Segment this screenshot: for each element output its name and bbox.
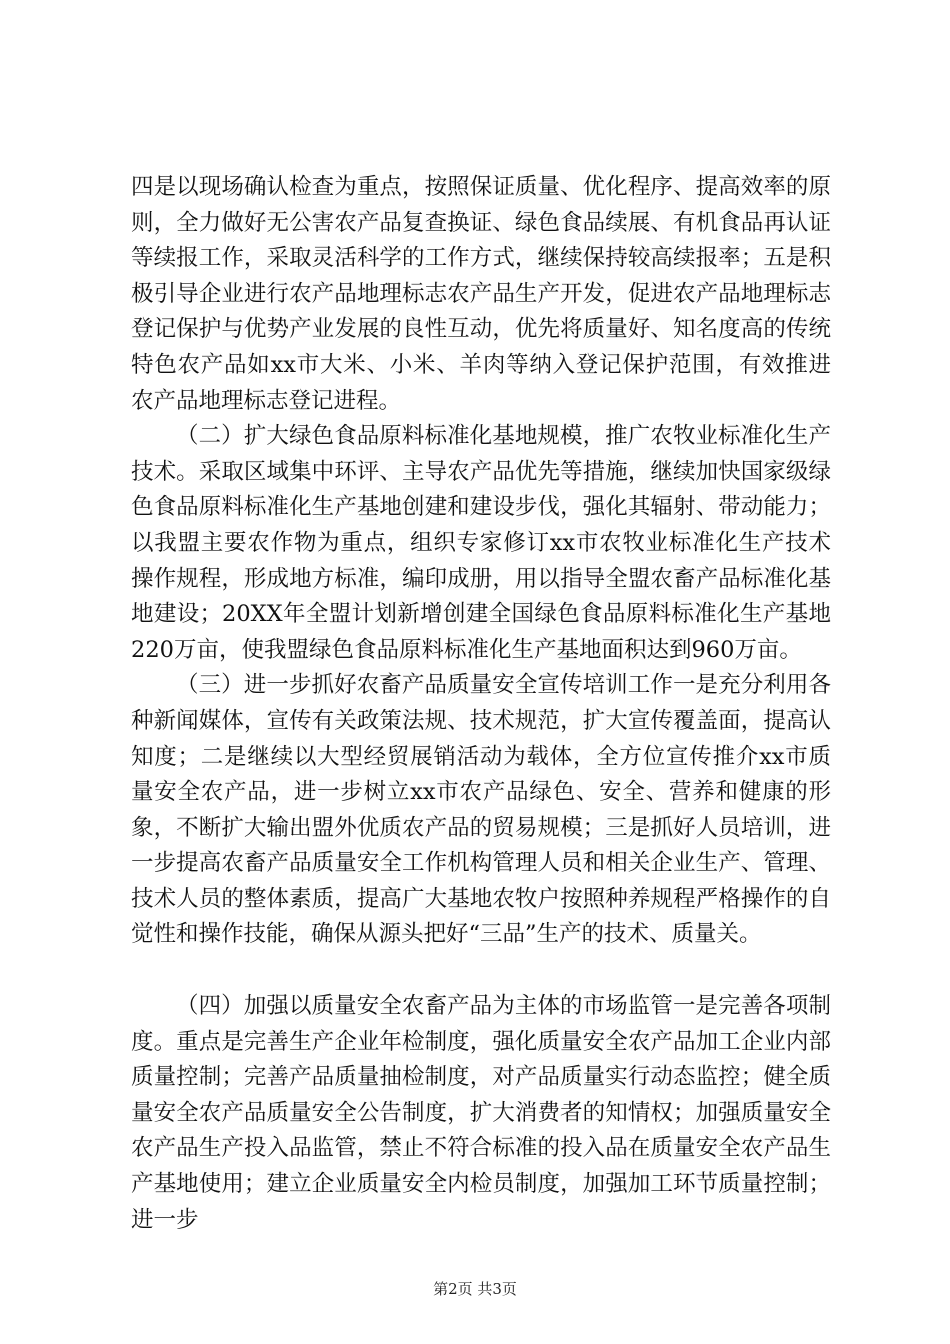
paragraph-3: （三）进一步抓好农畜产品质量安全宣传培训工作一是充分利用各种新闻媒体，宣传有关政策法规、技术规范，扩大宣传覆盖面，提高认知度；二是继续以大型经贸展销活动为载体，全方位宣传推介xx市质量安全农产品，进一步树立xx市农产品绿色、安全、营养和健康的形象，不断扩大输出盟外优质农产品的贸易规模；三是抓好人员培训，进一步提高农畜产品质量安全工作机构管理人员和相关企业生产、管理、技术人员的整体素质，提高广大基地农牧户按照种养规程严格操作的自觉性和操作技能，确保从源头把好“三品”生产的技术、质量关。 xyxy=(131,672,831,948)
page-footer: 第2页 共3页 xyxy=(433,1280,517,1298)
paragraph-2: （二）扩大绿色食品原料标准化基地规模，推广农牧业标准化生产技术。采取区域集中环评、主导农产品优先等措施，继续加快国家级绿色食品原料标准化生产基地创建和建设步伐，强化其辐射、带动能力；以我盟主要农作物为重点，组织专家修订xx市农牧业标准化生产技术操作规程，形成地方标准，编印成册，用以指导全盟农畜产品标准化基地建设；20XX年全盟计划新增创建全国绿色食品原料标准化生产基地220万亩，使我盟绿色食品原料标准化生产基地面积达到960万亩。 xyxy=(131,423,831,663)
paragraph-1: 四是以现场确认检查为重点，按照保证质量、优化程序、提高效率的原则，全力做好无公害农产品复查换证、绿色食品续展、有机食品再认证等续报工作，采取灵活科学的工作方式，继续保持较高续报率；五是积极引导企业进行农产品地理标志农产品生产开发，促进农产品地理标志登记保护与优势产业发展的良性互动，优先将质量好、知名度高的传统特色农产品如xx市大米、小米、羊肉等纳入登记保护范围，有效推进农产品地理标志登记进程。 xyxy=(131,174,831,414)
paragraph-4: （四）加强以质量安全农畜产品为主体的市场监管一是完善各项制度。重点是完善生产企业年检制度，强化质量安全农产品加工企业内部质量控制；完善产品质量抽检制度，对产品质量实行动态监控；健全质量安全农产品质量安全公告制度，扩大消费者的知情权；加强质量安全农产品生产投入品监管，禁止不符合标准的投入品在质量安全农产品生产基地使用；建立企业质量安全内检员制度，加强加工环节质量控制；进一步 xyxy=(131,993,831,1233)
document-body xyxy=(131,170,831,1238)
